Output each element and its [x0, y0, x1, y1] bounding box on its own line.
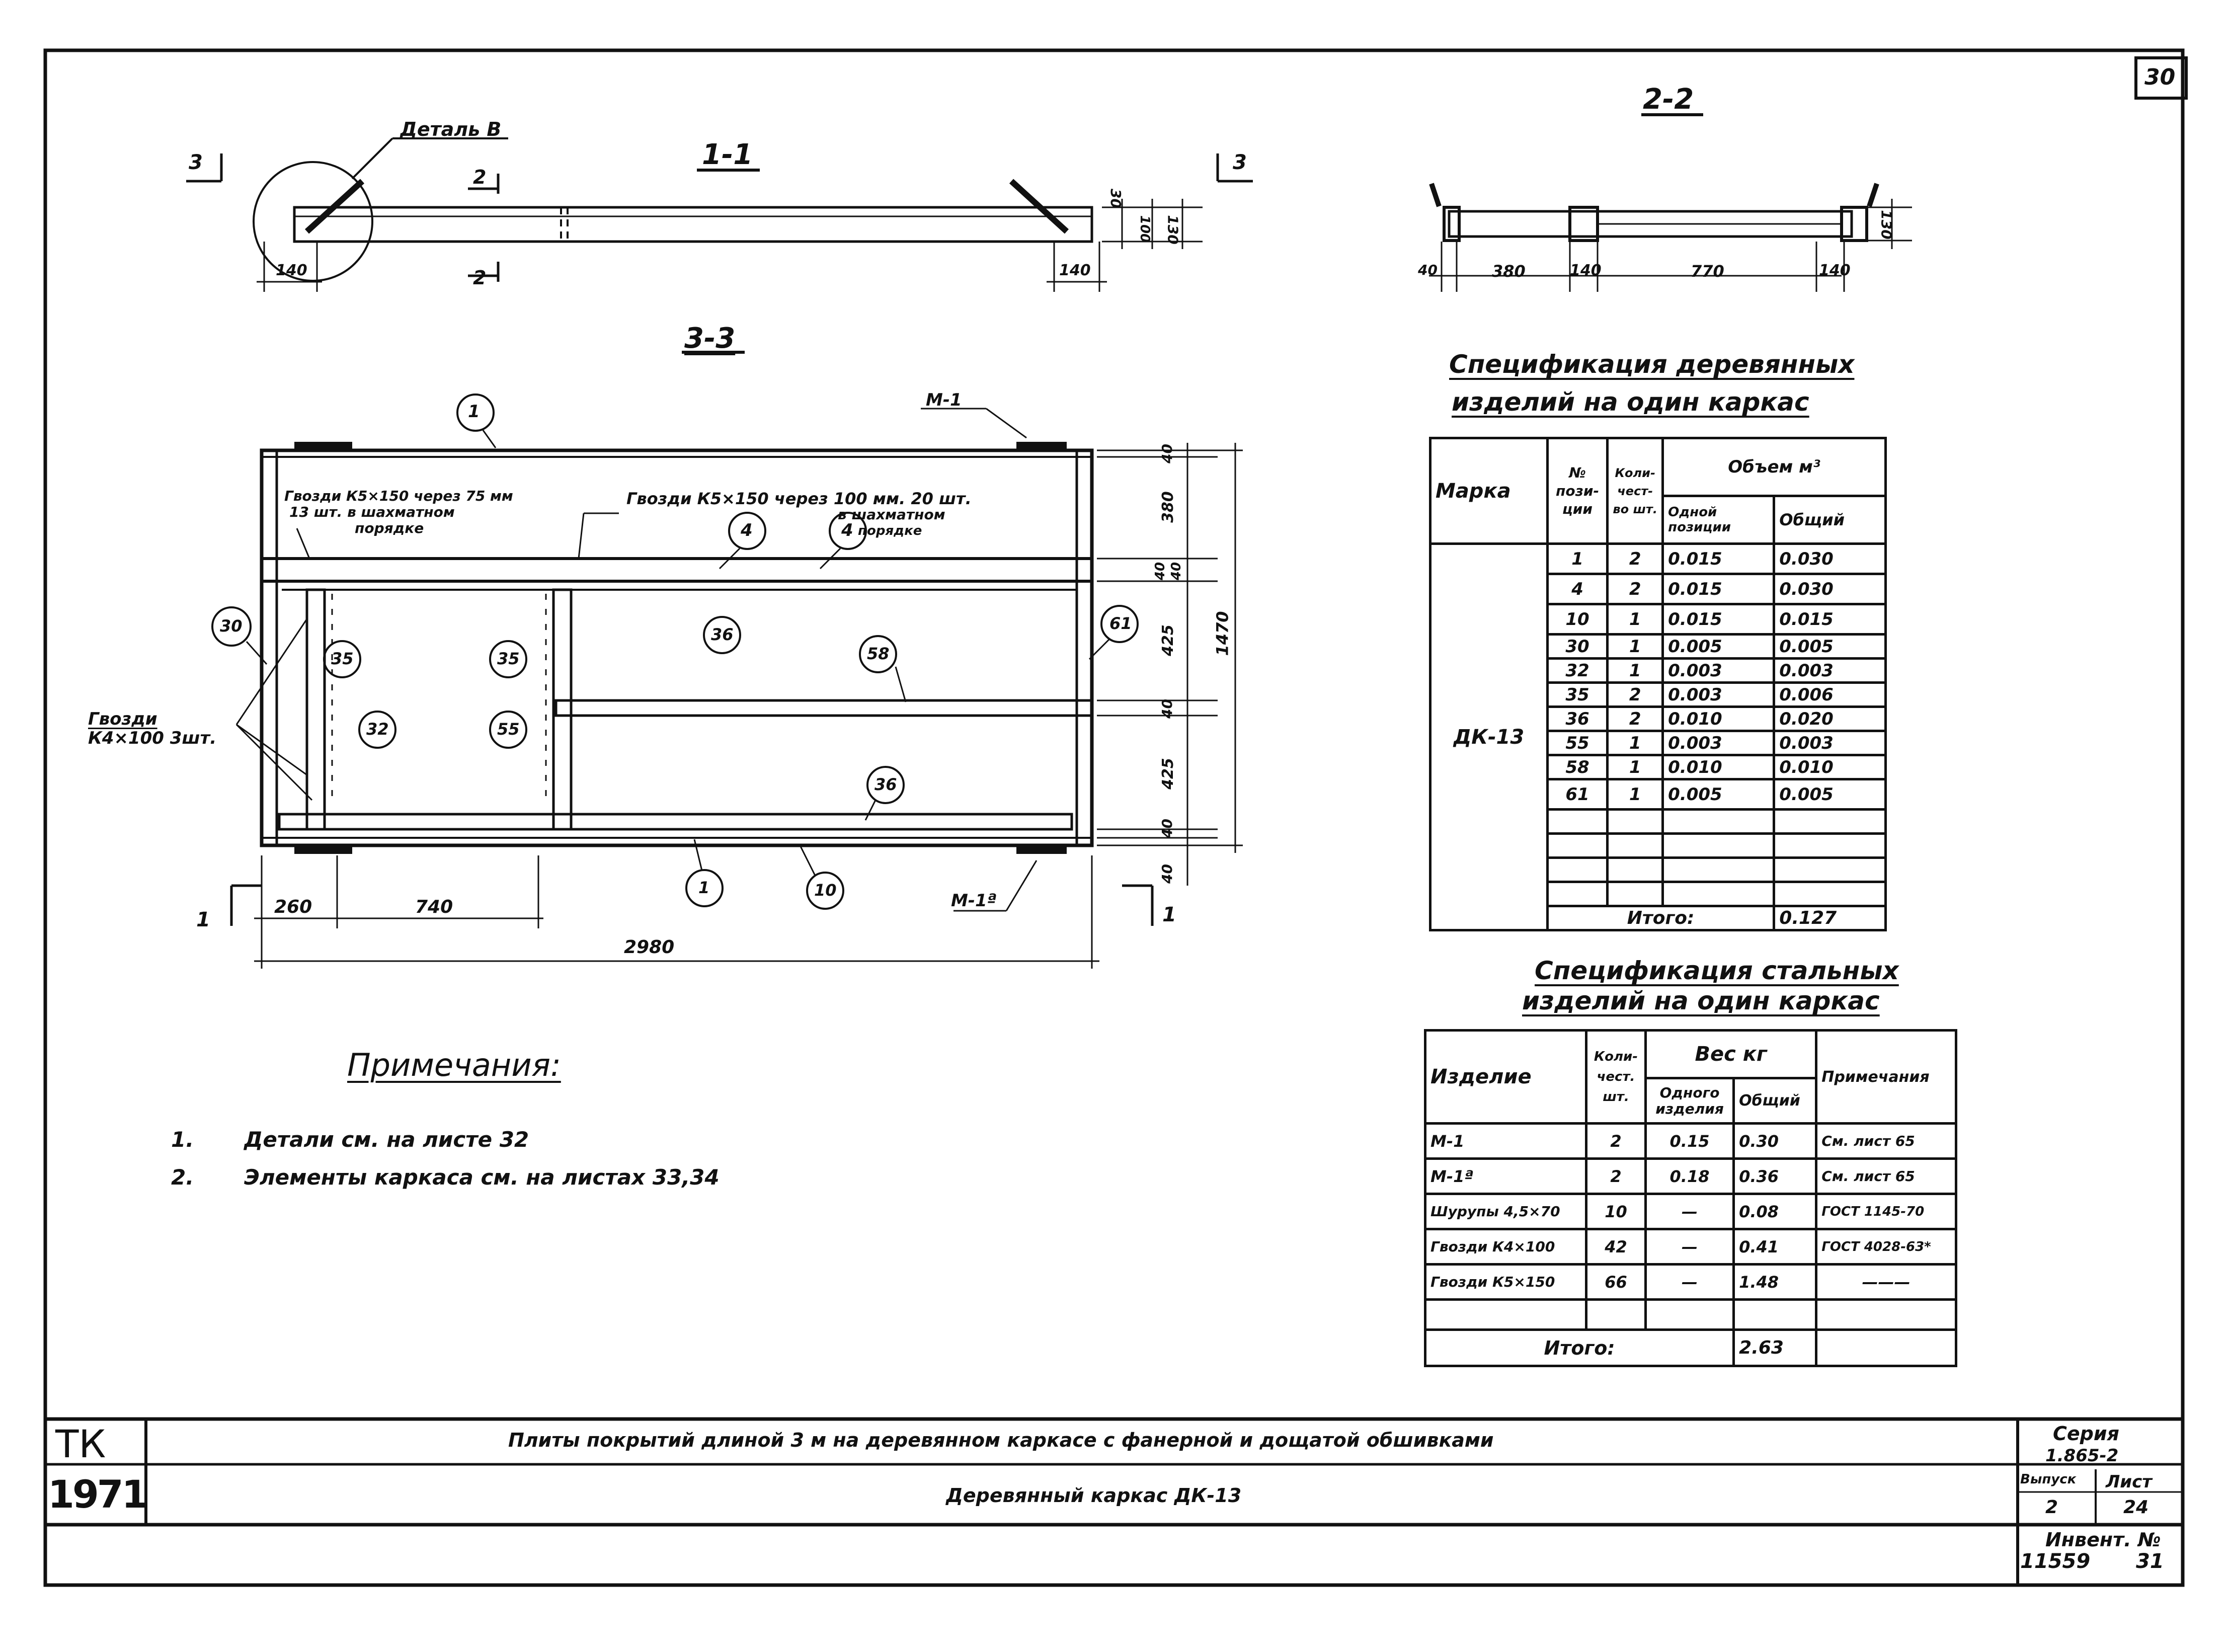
- dim-30: 30: [1107, 189, 1124, 208]
- section-3-3-title: 3-3: [684, 322, 736, 355]
- nails-side-line2: К4×100 3шт.: [88, 728, 217, 748]
- steel-row-note: ———: [1816, 1265, 1956, 1300]
- section-2-2-title: 2-2: [1643, 83, 1694, 116]
- wood-row-total: 0.003: [1774, 659, 1886, 683]
- note-1-num: 1.: [171, 1127, 194, 1152]
- wood-row-one: 0.015: [1663, 604, 1774, 635]
- wood-header-qty-l3: во шт.: [1613, 502, 1657, 516]
- steel-header-qty-l3: шт.: [1603, 1089, 1629, 1105]
- steel-header-one-l2: изделия: [1655, 1100, 1724, 1117]
- wood-header-qty-l2: чест-: [1617, 484, 1653, 498]
- inv-sheet: 31: [2136, 1550, 2164, 1573]
- wood-spec-title-2: изделий на один каркас: [1452, 387, 1809, 417]
- steel-empty-cell: [1586, 1300, 1646, 1330]
- pos-bubble: 1: [698, 878, 710, 897]
- wood-header-one-l1: Одной: [1668, 505, 1717, 520]
- dim-2980: 2980: [624, 937, 675, 958]
- wood-row-pos: 55: [1547, 731, 1607, 755]
- wood-empty-cell: [1663, 810, 1774, 834]
- wood-row-one: 0.010: [1663, 707, 1774, 731]
- wood-header-qty: [1608, 438, 1663, 544]
- wood-empty-cell: [1774, 882, 1886, 906]
- dim-right: 425: [1159, 624, 1177, 656]
- steel-row-note: См. лист 65: [1816, 1124, 1956, 1159]
- steel-header-qty: [1586, 1031, 1646, 1124]
- steel-row-note: См. лист 65: [1816, 1159, 1956, 1194]
- wood-empty-cell: [1663, 882, 1774, 906]
- pos-bubble: 55: [497, 720, 520, 739]
- nails-right-line2: в шахматном: [838, 506, 945, 523]
- steel-empty-cell: [1734, 1300, 1816, 1330]
- pos-bubble: 35: [331, 649, 354, 668]
- dim-right: 380: [1159, 491, 1177, 523]
- wood-empty-cell: [1608, 810, 1663, 834]
- title-block-year: 1971: [48, 1472, 146, 1517]
- pos-bubble: 4: [841, 520, 853, 540]
- sheet-value: 24: [2123, 1497, 2149, 1518]
- wood-total-value: 0.127: [1774, 906, 1886, 930]
- wood-row-qty: 1: [1608, 604, 1663, 635]
- wood-row-one: 0.010: [1663, 755, 1774, 779]
- series-label: Серия: [2053, 1423, 2119, 1445]
- steel-row-one: —: [1645, 1229, 1733, 1265]
- wood-header-pos: [1547, 438, 1607, 544]
- dim-right: 425: [1159, 758, 1177, 790]
- wood-row-qty: 2: [1608, 707, 1663, 731]
- nails-side-note: [88, 710, 216, 748]
- steel-row-total: 0.08: [1734, 1194, 1816, 1229]
- dim-740: 740: [415, 897, 453, 917]
- dim-130: 130: [1164, 215, 1181, 245]
- steel-row-one: 0.18: [1645, 1159, 1733, 1194]
- wood-empty-cell: [1774, 858, 1886, 882]
- dim-260: 260: [274, 897, 312, 917]
- dim-right: 40: [1158, 819, 1175, 838]
- steel-row-total: 0.41: [1734, 1229, 1816, 1265]
- cut-1-right: 1: [1162, 903, 1176, 926]
- pos-bubble: 30: [220, 616, 243, 636]
- wood-header-total: Общий: [1774, 496, 1886, 544]
- nails-right-line3: порядке: [858, 523, 922, 538]
- wood-empty-cell: [1547, 882, 1607, 906]
- cut-2-bottom: 2: [473, 267, 487, 289]
- wood-empty-cell: [1608, 858, 1663, 882]
- title-block-sub-title: Деревянный каркас ДК-13: [946, 1484, 1242, 1507]
- wood-row-qty: 2: [1608, 574, 1663, 604]
- wood-row-total: 0.015: [1774, 604, 1886, 635]
- steel-empty-cell: [1816, 1330, 1956, 1366]
- pos-bubble: 36: [711, 625, 734, 644]
- wood-row-pos: 36: [1547, 707, 1607, 731]
- inv-label: Инвент. №: [2045, 1529, 2161, 1551]
- wood-row-pos: 30: [1547, 635, 1607, 659]
- m1-label: М-1: [926, 390, 962, 410]
- steel-row-total: 0.36: [1734, 1159, 1816, 1194]
- pos-bubble: 35: [497, 649, 520, 668]
- pos-bubble: 36: [874, 775, 897, 794]
- wood-header-qty-l1: Коли-: [1615, 465, 1655, 480]
- wood-row-qty: 2: [1608, 683, 1663, 707]
- cut-3-right: 3: [1233, 151, 1247, 174]
- nails-side-line1: Гвозди: [88, 709, 157, 729]
- steel-row-item: Шурупы 4,5×70: [1425, 1194, 1586, 1229]
- steel-empty-cell: [1816, 1300, 1956, 1330]
- sheet-label: Лист: [2106, 1472, 2152, 1492]
- steel-row-one: 0.15: [1645, 1124, 1733, 1159]
- dim-2-2-2: 140: [1570, 262, 1602, 279]
- steel-header-weight: Вес кг: [1645, 1031, 1816, 1078]
- m1a-label: М-1ª: [951, 891, 997, 911]
- steel-empty-cell: [1645, 1300, 1733, 1330]
- cut-3-left: 3: [189, 151, 203, 174]
- steel-row-qty: 42: [1586, 1229, 1646, 1265]
- steel-row-total: 1.48: [1734, 1265, 1816, 1300]
- wood-empty-cell: [1547, 834, 1607, 858]
- steel-spec-table: [1424, 1029, 1957, 1367]
- steel-header-note: Примечания: [1816, 1031, 1956, 1124]
- steel-row-qty: 2: [1586, 1124, 1646, 1159]
- wood-empty-cell: [1774, 810, 1886, 834]
- steel-row-qty: 66: [1586, 1265, 1646, 1300]
- wood-row-one: 0.003: [1663, 659, 1774, 683]
- wood-row-total: 0.020: [1774, 707, 1886, 731]
- nails-left-line2: 13 шт. в шахматном: [289, 504, 455, 520]
- issue-value: 2: [2045, 1497, 2058, 1518]
- steel-row-item: Гвозди К4×100: [1425, 1229, 1586, 1265]
- dim-100: 100: [1137, 215, 1153, 243]
- steel-row-note: ГОСТ 1145-70: [1816, 1194, 1956, 1229]
- wood-empty-cell: [1547, 858, 1607, 882]
- wood-row-total: 0.005: [1774, 635, 1886, 659]
- nails-left-line1: Гвозди К5×150 через 75 мм: [284, 488, 513, 504]
- nails-left-note: [284, 488, 513, 536]
- steel-row-one: —: [1645, 1194, 1733, 1229]
- steel-header-qty-l2: чест.: [1597, 1069, 1635, 1084]
- steel-header-one: [1645, 1078, 1733, 1124]
- wood-total-label: Итого:: [1547, 906, 1774, 930]
- steel-row-qty: 2: [1586, 1159, 1646, 1194]
- wood-spec-table: [1429, 437, 1887, 931]
- pos-bubble: 58: [867, 644, 890, 663]
- pos-bubble: 1: [468, 402, 480, 422]
- wood-header-mark: Марка: [1430, 438, 1548, 544]
- note-2-num: 2.: [171, 1165, 194, 1190]
- sheet-corner-number: 30: [2144, 64, 2176, 90]
- dim-right: 40: [1158, 699, 1175, 719]
- steel-total-value: 2.63: [1734, 1330, 1816, 1366]
- wood-row-one: 0.015: [1663, 544, 1774, 574]
- wood-row-pos: 1: [1547, 544, 1607, 574]
- wood-row-qty: 1: [1608, 635, 1663, 659]
- dim-140-right: 140: [1059, 262, 1091, 279]
- dim-right: 40: [1153, 562, 1168, 581]
- wood-header-pos-l3: ции: [1562, 500, 1593, 517]
- steel-total-label: Итого:: [1425, 1330, 1734, 1366]
- steel-spec-title-2: изделий на один каркас: [1522, 986, 1880, 1015]
- steel-header-item: Изделие: [1425, 1031, 1586, 1124]
- wood-row-total: 0.005: [1774, 779, 1886, 810]
- nails-right-line1: Гвозди К5×150 через 100 мм. 20 шт.: [626, 489, 972, 508]
- wood-row-pos: 10: [1547, 604, 1607, 635]
- dim-2-2-1: 380: [1492, 262, 1526, 281]
- nails-left-line3: порядке: [355, 520, 424, 536]
- wood-empty-cell: [1774, 834, 1886, 858]
- dim-overall-1470: 1470: [1213, 611, 1232, 656]
- wood-header-one-l2: позиции: [1668, 520, 1731, 535]
- steel-row-item: М-1: [1425, 1124, 1586, 1159]
- wood-empty-cell: [1663, 858, 1774, 882]
- dim-2-2-130: 130: [1878, 210, 1895, 240]
- steel-spec-title-1: Спецификация стальных: [1535, 956, 1899, 985]
- steel-row-item: Гвозди К5×150: [1425, 1265, 1586, 1300]
- wood-row-one: 0.005: [1663, 635, 1774, 659]
- dim-2-2-4: 140: [1819, 262, 1851, 279]
- title-block-main-title: Плиты покрытий длиной 3 м на деревянном каркасе с фанерной и дощатой обшивками: [508, 1429, 1494, 1451]
- issue-label: Выпуск: [2020, 1472, 2077, 1487]
- cut-2-top: 2: [473, 166, 487, 188]
- section-1-1-title: 1-1: [702, 138, 753, 171]
- steel-header-qty-l1: Коли-: [1594, 1049, 1638, 1064]
- wood-row-pos: 61: [1547, 779, 1607, 810]
- dim-right: 40: [1158, 864, 1175, 884]
- wood-row-pos: 32: [1547, 659, 1607, 683]
- steel-row-qty: 10: [1586, 1194, 1646, 1229]
- steel-row-item: М-1ª: [1425, 1159, 1586, 1194]
- wood-row-one: 0.015: [1663, 574, 1774, 604]
- wood-row-qty: 1: [1608, 731, 1663, 755]
- wood-mark-cell: ДК-13: [1430, 544, 1548, 930]
- dim-140-left: 140: [276, 262, 307, 279]
- wood-spec-title-1: Спецификация деревянных: [1449, 350, 1855, 379]
- wood-row-qty: 1: [1608, 779, 1663, 810]
- wood-header-volume: Объем м³: [1663, 438, 1886, 496]
- cut-1-left: 1: [196, 908, 210, 931]
- wood-row-total: 0.003: [1774, 731, 1886, 755]
- notes-title: Примечания:: [347, 1047, 561, 1083]
- steel-row-note: ГОСТ 4028-63*: [1816, 1229, 1956, 1265]
- wood-header-one: [1663, 496, 1774, 544]
- wood-row-total: 0.010: [1774, 755, 1886, 779]
- wood-row-pos: 35: [1547, 683, 1607, 707]
- note-2-text: Элементы каркаса см. на листах 33,34: [244, 1165, 720, 1190]
- wood-empty-cell: [1608, 834, 1663, 858]
- steel-empty-cell: [1425, 1300, 1586, 1330]
- wood-row-one: 0.003: [1663, 683, 1774, 707]
- pos-bubble: 32: [366, 720, 389, 739]
- steel-row-total: 0.30: [1734, 1124, 1816, 1159]
- note-1-text: Детали см. на листе 32: [244, 1127, 529, 1152]
- pos-bubble: 61: [1109, 614, 1132, 633]
- inv-value: 11559: [2020, 1550, 2091, 1573]
- wood-row-total: 0.006: [1774, 683, 1886, 707]
- steel-row-one: —: [1645, 1265, 1733, 1300]
- wood-empty-cell: [1547, 810, 1607, 834]
- title-block-org: ТК: [55, 1422, 106, 1466]
- wood-row-qty: 1: [1608, 755, 1663, 779]
- dim-right: 40: [1169, 562, 1184, 581]
- dim-2-2-3: 770: [1691, 262, 1724, 281]
- wood-empty-cell: [1663, 834, 1774, 858]
- wood-row-one: 0.003: [1663, 731, 1774, 755]
- nails-right-note: [626, 491, 972, 539]
- dim-right: 40: [1158, 444, 1175, 463]
- pos-bubble: 10: [814, 881, 837, 900]
- wood-row-qty: 2: [1608, 544, 1663, 574]
- steel-header-one-l1: Одного: [1659, 1084, 1720, 1101]
- wood-row-pos: 4: [1547, 574, 1607, 604]
- series-value: 1.865-2: [2045, 1446, 2119, 1466]
- wood-header-pos-l1: №: [1569, 464, 1586, 481]
- pos-bubble: 4: [741, 520, 753, 540]
- wood-row-total: 0.030: [1774, 544, 1886, 574]
- dim-2-2-0: 40: [1418, 262, 1438, 278]
- wood-row-total: 0.030: [1774, 574, 1886, 604]
- detail-b-label: Деталь В: [400, 118, 502, 140]
- wood-row-one: 0.005: [1663, 779, 1774, 810]
- wood-header-pos-l2: пози-: [1555, 482, 1600, 499]
- wood-row-pos: 58: [1547, 755, 1607, 779]
- wood-row-qty: 1: [1608, 659, 1663, 683]
- steel-header-total: Общий: [1734, 1078, 1816, 1124]
- wood-empty-cell: [1608, 882, 1663, 906]
